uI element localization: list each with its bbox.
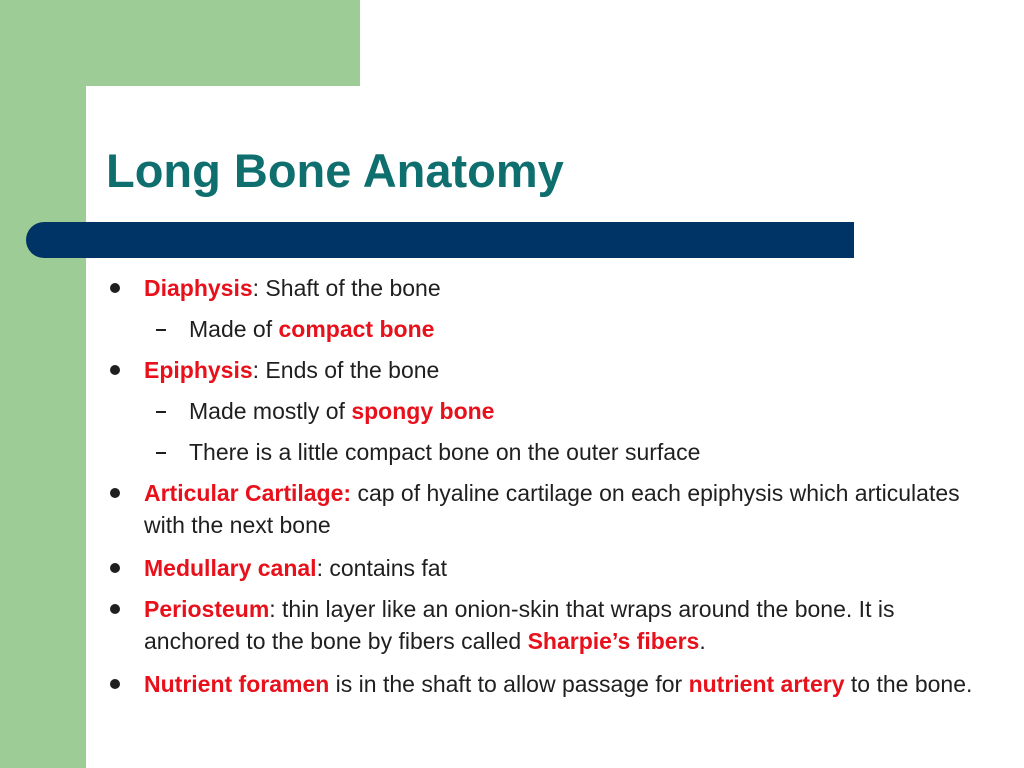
bullet-marker xyxy=(110,679,120,689)
left-decor-strip xyxy=(0,0,86,768)
item-lead: Made of xyxy=(189,316,279,342)
sub-item-spongy xyxy=(189,395,994,427)
bullet-marker xyxy=(110,604,120,614)
item-lead: Made mostly of xyxy=(189,398,352,424)
term-nutrient-artery: nutrient artery xyxy=(688,671,845,697)
bullet-marker xyxy=(110,365,120,375)
bullet-marker xyxy=(110,563,120,573)
dash-marker xyxy=(156,452,166,454)
sub-item-outer-surface xyxy=(189,436,994,468)
item-text: : Shaft of the bone xyxy=(252,275,441,301)
list-item-nutrient-foramen xyxy=(144,668,994,700)
item-text: : contains fat xyxy=(316,555,447,581)
item-text: cap of hyaline cartilage on each epiphysis which articulates with the next bone xyxy=(144,480,960,538)
list-item-articular-cartilage xyxy=(144,477,994,541)
item-tail: . xyxy=(699,628,706,654)
term-spongy-bone: spongy bone xyxy=(351,398,495,424)
term-diaphysis: Diaphysis xyxy=(144,275,253,301)
bullet-marker xyxy=(110,283,120,293)
term-epiphysis: Epiphysis xyxy=(144,357,253,383)
term-periosteum: Periosteum xyxy=(144,596,270,622)
term-sharpies-fibers: Sharpie’s fibers xyxy=(527,628,700,654)
title-underline-bar xyxy=(26,222,854,258)
bullet-marker xyxy=(110,488,120,498)
list-item-medullary-canal xyxy=(144,552,994,584)
list-item-epiphysis xyxy=(144,354,994,386)
item-text: is in the shaft to allow passage for xyxy=(329,671,689,697)
sub-item-compact xyxy=(189,313,994,345)
term-nutrient-foramen: Nutrient foramen xyxy=(144,671,330,697)
slide-title: Long Bone Anatomy xyxy=(106,144,564,197)
list-item-periosteum xyxy=(144,593,994,657)
dash-marker xyxy=(156,411,166,413)
item-text: : thin layer like an onion-skin that wraps around the bone. It is anchored to the bone by fibers called xyxy=(144,596,895,654)
top-decor-block xyxy=(0,0,360,86)
term-compact-bone: compact bone xyxy=(278,316,435,342)
item-tail: to the bone. xyxy=(844,671,973,697)
item-text: : Ends of the bone xyxy=(252,357,440,383)
term-articular-cartilage: Articular Cartilage: xyxy=(144,480,352,506)
item-text: There is a little compact bone on the outer surface xyxy=(189,439,701,465)
dash-marker xyxy=(156,329,166,331)
list-item-diaphysis xyxy=(144,272,994,304)
term-medullary-canal: Medullary canal xyxy=(144,555,317,581)
